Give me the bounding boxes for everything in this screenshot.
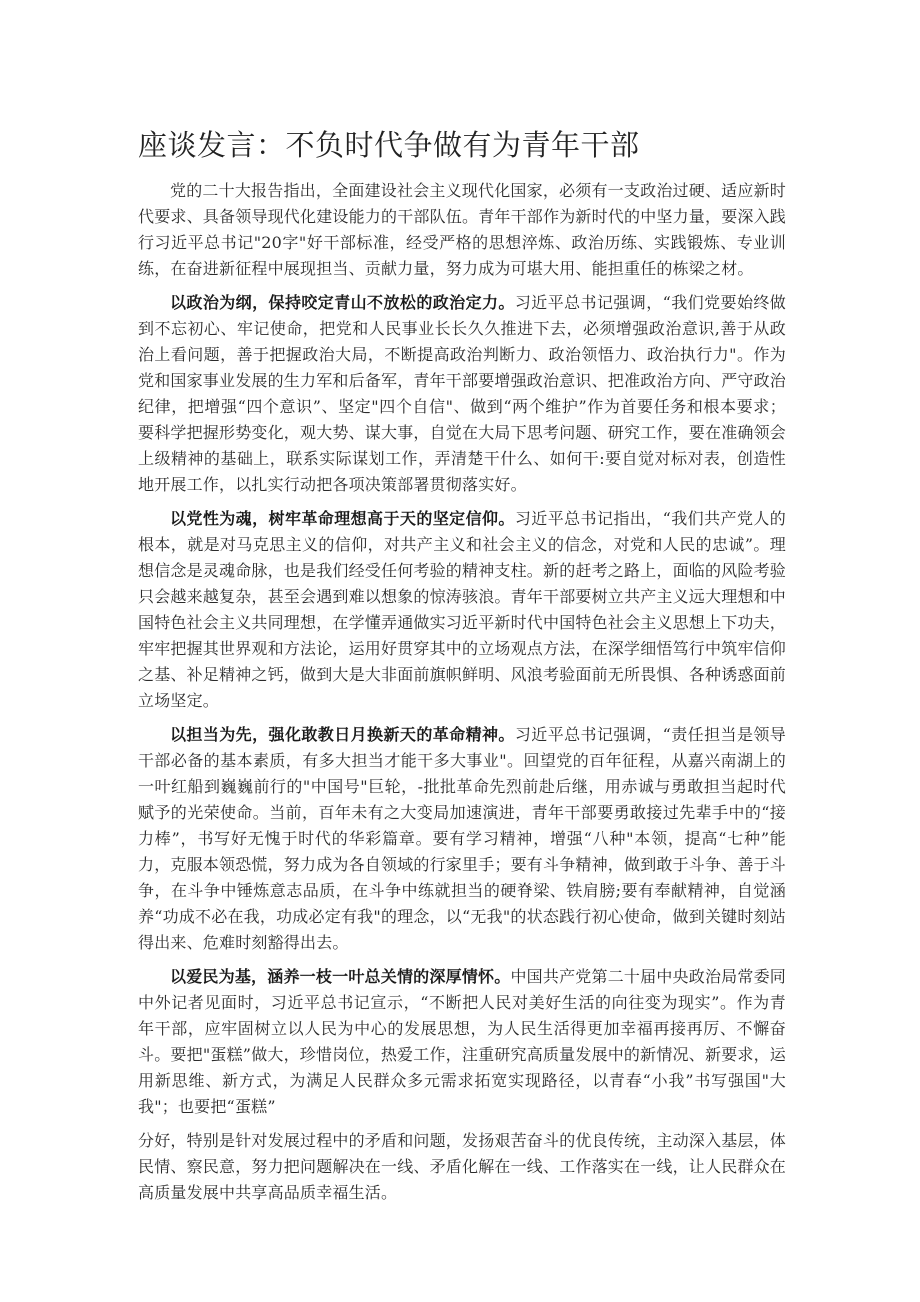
paragraph-text: 习近平总书记强调，“我们党要始终做到不忘初心、牢记使命，把党和人民事业长长久久推进下去，必须增强政治意识,善于从政治上看问题，善于把握政治大局，不断提高政治判断力、政治领悟力、政治执行力"。作为党和国家事业发展的生力军和后备军，青年干部要增强政治意识、把准政治方向、严守政治纪律，把增强“四个意识”、坚定"四个自信"、做到“两个维护”作为首要任务和根本要求；要科学把握形势变化，观大势、谋大事，自觉在大局下思考问题、研究工作，要在准确领会上级精神的基础上，联系实际谋划工作，弄清楚干什么、如何干:要自觉对标对表，创造性地开展工作，以扎实行动把各项决策部署贯彻落实好。 (138, 293, 787, 494)
section-paragraph-politics (138, 290, 786, 498)
continuation-paragraph (138, 1128, 786, 1206)
paragraph-text: 分好，特别是针对发展过程中的矛盾和问题，发扬艰苦奋斗的优良传统，主动深入基层，体民情、察民意，努力把问题解决在一线、矛盾化解在一线、工作落实在一线，让人民群众在高质量发展中共享高品质幸福生活。 (138, 1131, 787, 1202)
paragraph-lead: 以担当为先，强化敢教日月换新天的革命精神。 (170, 725, 515, 744)
paragraph-text: 习近平总书记强调，“责任担当是领导干部必备的基本素质，有多大担当才能干多大事业"。回望党的百年征程，从嘉兴南湖上的一叶红船到巍巍前行的"中国号"巨轮，-批批革命先烈前赴后继，用赤诚与勇敢担当起时代赋予的光荣使命。当前，百年未有之大变局加速演进，青年干部要勇敢接过先辈手中的“接力棒”，书写好无愧于时代的华彩篇章。要有学习精神，增强“八种"本领，提高“七种”能力，克服本领恐慌，努力成为各自领域的行家里手；要有斗争精神，做到敢于斗争、善于斗争，在斗争中锤炼意志品质，在斗争中练就担当的硬脊梁、铁肩膀;要有奉献精神，自觉涵养“功成不必在我，功成必定有我"的理念，以“无我"的状态践行初心使命，做到关键时刻站得出来、危难时刻豁得出去。 (138, 725, 787, 952)
document-page (138, 122, 786, 1214)
paragraph-lead: 以爱民为基，涵养一枝一叶总关情的深厚情怀。 (170, 967, 511, 986)
section-paragraph-party-spirit (138, 506, 786, 714)
paragraph-text: 习近平总书记指出，“我们共产党人的根本，就是对马克思主义的信仰，对共产主义和社会主义的信念，对党和人民的忠诚”。理想信念是灵魂命脉，也是我们经受任何考验的精神支柱。新的赶考之路上，面临的风险考验只会越来越复杂，甚至会遇到难以想象的惊涛骇浪。青年干部要树立共产主义远大理想和中国特色社会主义共同理想，在学懂弄通做实习近平新时代中国特色社会主义思想上下功夫，牢牢把握其世界观和方法论，运用好贯穿其中的立场观点方法，在深学细悟笃行中筑牢信仰之基、补足精神之钙，做到大是大非面前旗帜鲜明、风浪考验面前无所畏惧、各种诱惑面前立场坚定。 (138, 509, 787, 710)
section-paragraph-responsibility (138, 722, 786, 956)
paragraph-lead: 以政治为纲，保持咬定青山不放松的政治定力。 (170, 293, 515, 312)
paragraph-text: 党的二十大报告指出，全面建设社会主义现代化国家，必须有一支政治过硬、适应新时代要求、具备领导现代化建设能力的干部队伍。青年干部作为新时代的中坚力量，要深入践行习近平总书记"20字"好干部标准，经受严格的思想淬炼、政治历练、实践锻炼、专业训练，在奋进新征程中展现担当、贡献力量，努力成为可堪大用、能担重任的栋梁之材。 (138, 181, 787, 278)
intro-paragraph (138, 178, 786, 282)
paragraph-text: 中国共产党第二十届中央政治局常委同中外记者见面时，习近平总书记宣示，“不断把人民对美好生活的向往变为现实”。作为青年干部，应牢固树立以人民为中心的发展思想，为人民生活得更加幸福再接再厉、不懈奋斗。要把"蛋糕”做大，珍惜岗位，热爱工作，注重研究高质量发展中的新情况、新要求，运用新思维、新方式，为满足人民群众多元需求拓宽实现路径，以青春“小我”书写强国"大我"；也要把“蛋糕” (138, 967, 787, 1116)
document-title: 座谈发言：不负时代争做有为青年干部 (138, 128, 640, 162)
section-paragraph-people (138, 964, 786, 1120)
paragraph-lead: 以党性为魂，树牢革命理想高于天的坚定信仰。 (170, 509, 515, 528)
